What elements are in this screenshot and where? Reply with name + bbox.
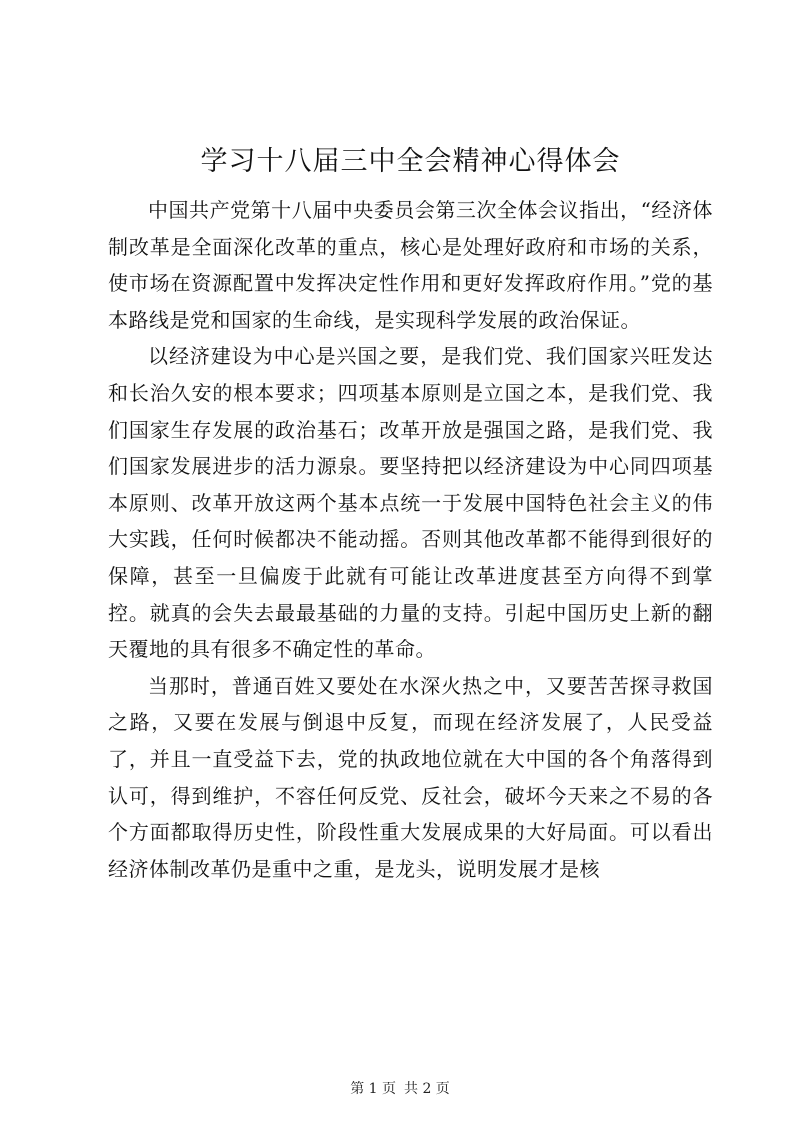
paragraph-1: 中国共产党第十八届中央委员会第三次全体会议指出，“经济体制改革是全面深化改革的重点，核心是处理好政府和市场的关系，使市场在资源配置中发挥决定性作用和更好发挥政府作用。”党的基本路线是党和国家的生命线，是实现科学发展的政治保证。 [108,198,713,332]
paragraph-3: 当那时，普通百姓又要处在水深火热之中，又要苦苦探寻救国之路，又要在发展与倒退中反复，而现在经济发展了，人民受益了，并且一直受益下去，党的执政地位就在大中国的各个角落得到认可，得到维护，不容任何反党、反社会，破坏今天来之不易的各个方面都取得历史性，阶段性重大发展成果的大好局面。可以看出经济体制改革仍是重中之重，是龙头，说明发展才是核 [108,673,713,881]
document-title: 学习十八届三中全会精神心得体会 [200,146,621,177]
page-total: 共 2 页 [404,1081,450,1097]
page-number: 第 1 页 [350,1081,396,1097]
page-footer [0,1080,800,1098]
paragraph-2: 以经济建设为中心是兴国之要，是我们党、我们国家兴旺发达和长治久安的根本要求；四项基本原则是立国之本，是我们党、我们国家生存发展的政治基石；改革开放是强国之路，是我们党、我们国家发展进步的活力源泉。要坚持把以经济建设为中心同四项基本原则、改革开放这两个基本点统一于发展中国特色社会主义的伟大实践，任何时候都决不能动摇。否则其他改革都不能得到很好的保障，甚至一旦偏废于此就有可能让改革进度甚至方向得不到掌控。就真的会失去最最基础的力量的支持。引起中国历史上新的翻天覆地的具有很多不确定性的革命。 [108,344,713,662]
